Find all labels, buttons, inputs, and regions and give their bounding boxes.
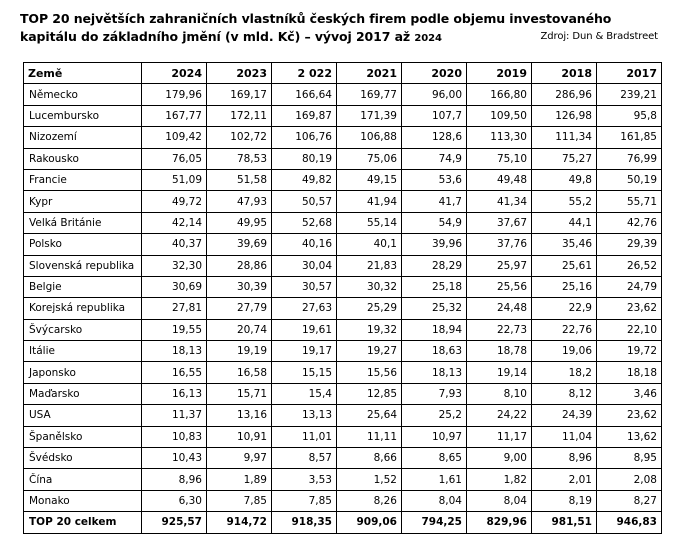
value-cell: 10,43 — [142, 448, 207, 469]
value-cell: 25,29 — [337, 298, 402, 319]
title-line-1: TOP 20 největších zahraničních vlastníků českých firem podle objemu investovaného — [20, 11, 612, 26]
table-row — [24, 212, 662, 233]
value-cell: 167,77 — [142, 105, 207, 126]
country-cell: Belgie — [24, 276, 142, 297]
table-row — [24, 341, 662, 362]
value-cell: 22,10 — [597, 319, 662, 340]
value-cell: 102,72 — [207, 127, 272, 148]
value-cell: 6,30 — [142, 490, 207, 511]
country-cell: Korejská republika — [24, 298, 142, 319]
total-value-cell: 794,25 — [402, 512, 467, 533]
value-cell: 109,50 — [467, 105, 532, 126]
value-cell: 19,17 — [272, 341, 337, 362]
value-cell: 55,2 — [532, 191, 597, 212]
value-cell: 18,94 — [402, 319, 467, 340]
total-value-cell: 981,51 — [532, 512, 597, 533]
value-cell: 20,74 — [207, 319, 272, 340]
value-cell: 169,17 — [207, 84, 272, 105]
value-cell: 166,80 — [467, 84, 532, 105]
value-cell: 15,56 — [337, 362, 402, 383]
country-cell: Slovenská republika — [24, 255, 142, 276]
header-row — [24, 63, 662, 84]
value-cell: 11,11 — [337, 426, 402, 447]
total-value-cell: 925,57 — [142, 512, 207, 533]
value-cell: 126,98 — [532, 105, 597, 126]
value-cell: 18,18 — [597, 362, 662, 383]
value-cell: 27,79 — [207, 298, 272, 319]
value-cell: 18,2 — [532, 362, 597, 383]
country-cell: Monako — [24, 490, 142, 511]
value-cell: 75,10 — [467, 148, 532, 169]
value-cell: 55,71 — [597, 191, 662, 212]
header-year: 2019 — [467, 63, 532, 84]
value-cell: 53,6 — [402, 169, 467, 190]
title-line-2-year: 2024 — [414, 33, 442, 44]
value-cell: 25,2 — [402, 405, 467, 426]
country-cell: Japonsko — [24, 362, 142, 383]
header-year: 2020 — [402, 63, 467, 84]
total-value-cell: 909,06 — [337, 512, 402, 533]
value-cell: 22,76 — [532, 319, 597, 340]
value-cell: 111,34 — [532, 127, 597, 148]
value-cell: 8,96 — [532, 448, 597, 469]
value-cell: 107,7 — [402, 105, 467, 126]
value-cell: 44,1 — [532, 212, 597, 233]
country-cell: Švédsko — [24, 448, 142, 469]
header-year: 2021 — [337, 63, 402, 84]
value-cell: 8,96 — [142, 469, 207, 490]
value-cell: 8,66 — [337, 448, 402, 469]
table-row — [24, 448, 662, 469]
value-cell: 25,32 — [402, 298, 467, 319]
value-cell: 10,83 — [142, 426, 207, 447]
value-cell: 49,72 — [142, 191, 207, 212]
value-cell: 19,72 — [597, 341, 662, 362]
value-cell: 52,68 — [272, 212, 337, 233]
value-cell: 24,22 — [467, 405, 532, 426]
table-row — [24, 469, 662, 490]
value-cell: 8,95 — [597, 448, 662, 469]
value-cell: 19,19 — [207, 341, 272, 362]
country-cell: Německo — [24, 84, 142, 105]
value-cell: 75,27 — [532, 148, 597, 169]
total-label: TOP 20 celkem — [24, 512, 142, 533]
value-cell: 32,30 — [142, 255, 207, 276]
value-cell: 1,61 — [402, 469, 467, 490]
header-year: 2018 — [532, 63, 597, 84]
value-cell: 51,58 — [207, 169, 272, 190]
value-cell: 54,9 — [402, 212, 467, 233]
value-cell: 95,8 — [597, 105, 662, 126]
table-body — [24, 84, 662, 533]
table-row — [24, 319, 662, 340]
table-row — [24, 490, 662, 511]
value-cell: 8,65 — [402, 448, 467, 469]
table-row — [24, 426, 662, 447]
value-cell: 8,04 — [467, 490, 532, 511]
value-cell: 40,1 — [337, 234, 402, 255]
value-cell: 8,10 — [467, 383, 532, 404]
value-cell: 13,16 — [207, 405, 272, 426]
value-cell: 27,81 — [142, 298, 207, 319]
value-cell: 286,96 — [532, 84, 597, 105]
value-cell: 30,57 — [272, 276, 337, 297]
value-cell: 55,14 — [337, 212, 402, 233]
value-cell: 172,11 — [207, 105, 272, 126]
value-cell: 18,78 — [467, 341, 532, 362]
value-cell: 27,63 — [272, 298, 337, 319]
value-cell: 15,71 — [207, 383, 272, 404]
value-cell: 11,17 — [467, 426, 532, 447]
value-cell: 51,09 — [142, 169, 207, 190]
value-cell: 15,15 — [272, 362, 337, 383]
value-cell: 28,29 — [402, 255, 467, 276]
document-title — [20, 10, 660, 48]
value-cell: 37,76 — [467, 234, 532, 255]
country-cell: Čína — [24, 469, 142, 490]
total-row — [24, 512, 662, 533]
value-cell: 49,95 — [207, 212, 272, 233]
value-cell: 76,99 — [597, 148, 662, 169]
country-cell: Polsko — [24, 234, 142, 255]
country-cell: Švýcarsko — [24, 319, 142, 340]
table-row — [24, 191, 662, 212]
value-cell: 40,37 — [142, 234, 207, 255]
table-row — [24, 169, 662, 190]
value-cell: 23,62 — [597, 298, 662, 319]
value-cell: 8,57 — [272, 448, 337, 469]
country-cell: Lucembursko — [24, 105, 142, 126]
value-cell: 24,48 — [467, 298, 532, 319]
country-cell: Maďarsko — [24, 383, 142, 404]
value-cell: 113,30 — [467, 127, 532, 148]
table-row — [24, 148, 662, 169]
country-cell: Itálie — [24, 341, 142, 362]
value-cell: 23,62 — [597, 405, 662, 426]
total-value-cell: 918,35 — [272, 512, 337, 533]
title-line-2-main: kapitálu do základního jmění (v mld. Kč) – vývoj 2017 až — [20, 29, 411, 44]
value-cell: 74,9 — [402, 148, 467, 169]
value-cell: 109,42 — [142, 127, 207, 148]
value-cell: 18,13 — [142, 341, 207, 362]
value-cell: 37,67 — [467, 212, 532, 233]
total-value-cell: 829,96 — [467, 512, 532, 533]
value-cell: 3,53 — [272, 469, 337, 490]
value-cell: 12,85 — [337, 383, 402, 404]
value-cell: 30,32 — [337, 276, 402, 297]
value-cell: 169,87 — [272, 105, 337, 126]
value-cell: 19,06 — [532, 341, 597, 362]
table-row — [24, 105, 662, 126]
header-year: 2017 — [597, 63, 662, 84]
value-cell: 1,89 — [207, 469, 272, 490]
value-cell: 16,55 — [142, 362, 207, 383]
value-cell: 8,26 — [337, 490, 402, 511]
value-cell: 8,19 — [532, 490, 597, 511]
table-row — [24, 255, 662, 276]
investment-table — [23, 62, 662, 534]
table-row — [24, 84, 662, 105]
value-cell: 18,13 — [402, 362, 467, 383]
value-cell: 7,85 — [207, 490, 272, 511]
value-cell: 16,58 — [207, 362, 272, 383]
header-year: 2024 — [142, 63, 207, 84]
value-cell: 19,27 — [337, 341, 402, 362]
header-year: 2023 — [207, 63, 272, 84]
value-cell: 40,16 — [272, 234, 337, 255]
value-cell: 29,39 — [597, 234, 662, 255]
value-cell: 30,69 — [142, 276, 207, 297]
value-cell: 11,01 — [272, 426, 337, 447]
value-cell: 41,7 — [402, 191, 467, 212]
value-cell: 42,76 — [597, 212, 662, 233]
value-cell: 128,6 — [402, 127, 467, 148]
value-cell: 7,93 — [402, 383, 467, 404]
value-cell: 8,04 — [402, 490, 467, 511]
value-cell: 21,83 — [337, 255, 402, 276]
country-cell: Španělsko — [24, 426, 142, 447]
value-cell: 22,9 — [532, 298, 597, 319]
value-cell: 25,56 — [467, 276, 532, 297]
value-cell: 239,21 — [597, 84, 662, 105]
value-cell: 41,34 — [467, 191, 532, 212]
value-cell: 8,12 — [532, 383, 597, 404]
value-cell: 169,77 — [337, 84, 402, 105]
value-cell: 2,08 — [597, 469, 662, 490]
value-cell: 25,97 — [467, 255, 532, 276]
value-cell: 30,39 — [207, 276, 272, 297]
value-cell: 25,64 — [337, 405, 402, 426]
value-cell: 19,14 — [467, 362, 532, 383]
total-value-cell: 914,72 — [207, 512, 272, 533]
table-row — [24, 298, 662, 319]
value-cell: 22,73 — [467, 319, 532, 340]
value-cell: 24,79 — [597, 276, 662, 297]
value-cell: 106,76 — [272, 127, 337, 148]
title-line-2 — [20, 28, 660, 48]
country-cell: Nizozemí — [24, 127, 142, 148]
value-cell: 9,97 — [207, 448, 272, 469]
total-value-cell: 946,83 — [597, 512, 662, 533]
value-cell: 19,55 — [142, 319, 207, 340]
value-cell: 3,46 — [597, 383, 662, 404]
value-cell: 28,86 — [207, 255, 272, 276]
table-row — [24, 405, 662, 426]
table-row — [24, 234, 662, 255]
value-cell: 166,64 — [272, 84, 337, 105]
value-cell: 10,91 — [207, 426, 272, 447]
value-cell: 24,39 — [532, 405, 597, 426]
value-cell: 16,13 — [142, 383, 207, 404]
value-cell: 39,69 — [207, 234, 272, 255]
value-cell: 41,94 — [337, 191, 402, 212]
value-cell: 161,85 — [597, 127, 662, 148]
source-note: Zdroj: Dun & Bradstreet — [540, 31, 658, 42]
country-cell: Velká Británie — [24, 212, 142, 233]
value-cell: 11,04 — [532, 426, 597, 447]
value-cell: 49,8 — [532, 169, 597, 190]
value-cell: 50,19 — [597, 169, 662, 190]
header-year: 2 022 — [272, 63, 337, 84]
value-cell: 8,27 — [597, 490, 662, 511]
value-cell: 49,15 — [337, 169, 402, 190]
value-cell: 96,00 — [402, 84, 467, 105]
value-cell: 26,52 — [597, 255, 662, 276]
table-row — [24, 362, 662, 383]
country-cell: Francie — [24, 169, 142, 190]
value-cell: 49,82 — [272, 169, 337, 190]
value-cell: 11,37 — [142, 405, 207, 426]
value-cell: 78,53 — [207, 148, 272, 169]
table-row — [24, 276, 662, 297]
header-country: Země — [24, 63, 142, 84]
value-cell: 1,82 — [467, 469, 532, 490]
value-cell: 19,61 — [272, 319, 337, 340]
value-cell: 39,96 — [402, 234, 467, 255]
country-cell: USA — [24, 405, 142, 426]
value-cell: 30,04 — [272, 255, 337, 276]
value-cell: 13,13 — [272, 405, 337, 426]
country-cell: Rakousko — [24, 148, 142, 169]
value-cell: 50,57 — [272, 191, 337, 212]
value-cell: 25,18 — [402, 276, 467, 297]
value-cell: 179,96 — [142, 84, 207, 105]
value-cell: 15,4 — [272, 383, 337, 404]
value-cell: 25,61 — [532, 255, 597, 276]
value-cell: 9,00 — [467, 448, 532, 469]
value-cell: 76,05 — [142, 148, 207, 169]
value-cell: 25,16 — [532, 276, 597, 297]
value-cell: 13,62 — [597, 426, 662, 447]
value-cell: 47,93 — [207, 191, 272, 212]
value-cell: 80,19 — [272, 148, 337, 169]
table-row — [24, 383, 662, 404]
value-cell: 10,97 — [402, 426, 467, 447]
value-cell: 2,01 — [532, 469, 597, 490]
value-cell: 35,46 — [532, 234, 597, 255]
country-cell: Kypr — [24, 191, 142, 212]
table-row — [24, 127, 662, 148]
value-cell: 49,48 — [467, 169, 532, 190]
value-cell: 1,52 — [337, 469, 402, 490]
value-cell: 171,39 — [337, 105, 402, 126]
value-cell: 106,88 — [337, 127, 402, 148]
value-cell: 42,14 — [142, 212, 207, 233]
value-cell: 7,85 — [272, 490, 337, 511]
value-cell: 19,32 — [337, 319, 402, 340]
value-cell: 18,63 — [402, 341, 467, 362]
value-cell: 75,06 — [337, 148, 402, 169]
